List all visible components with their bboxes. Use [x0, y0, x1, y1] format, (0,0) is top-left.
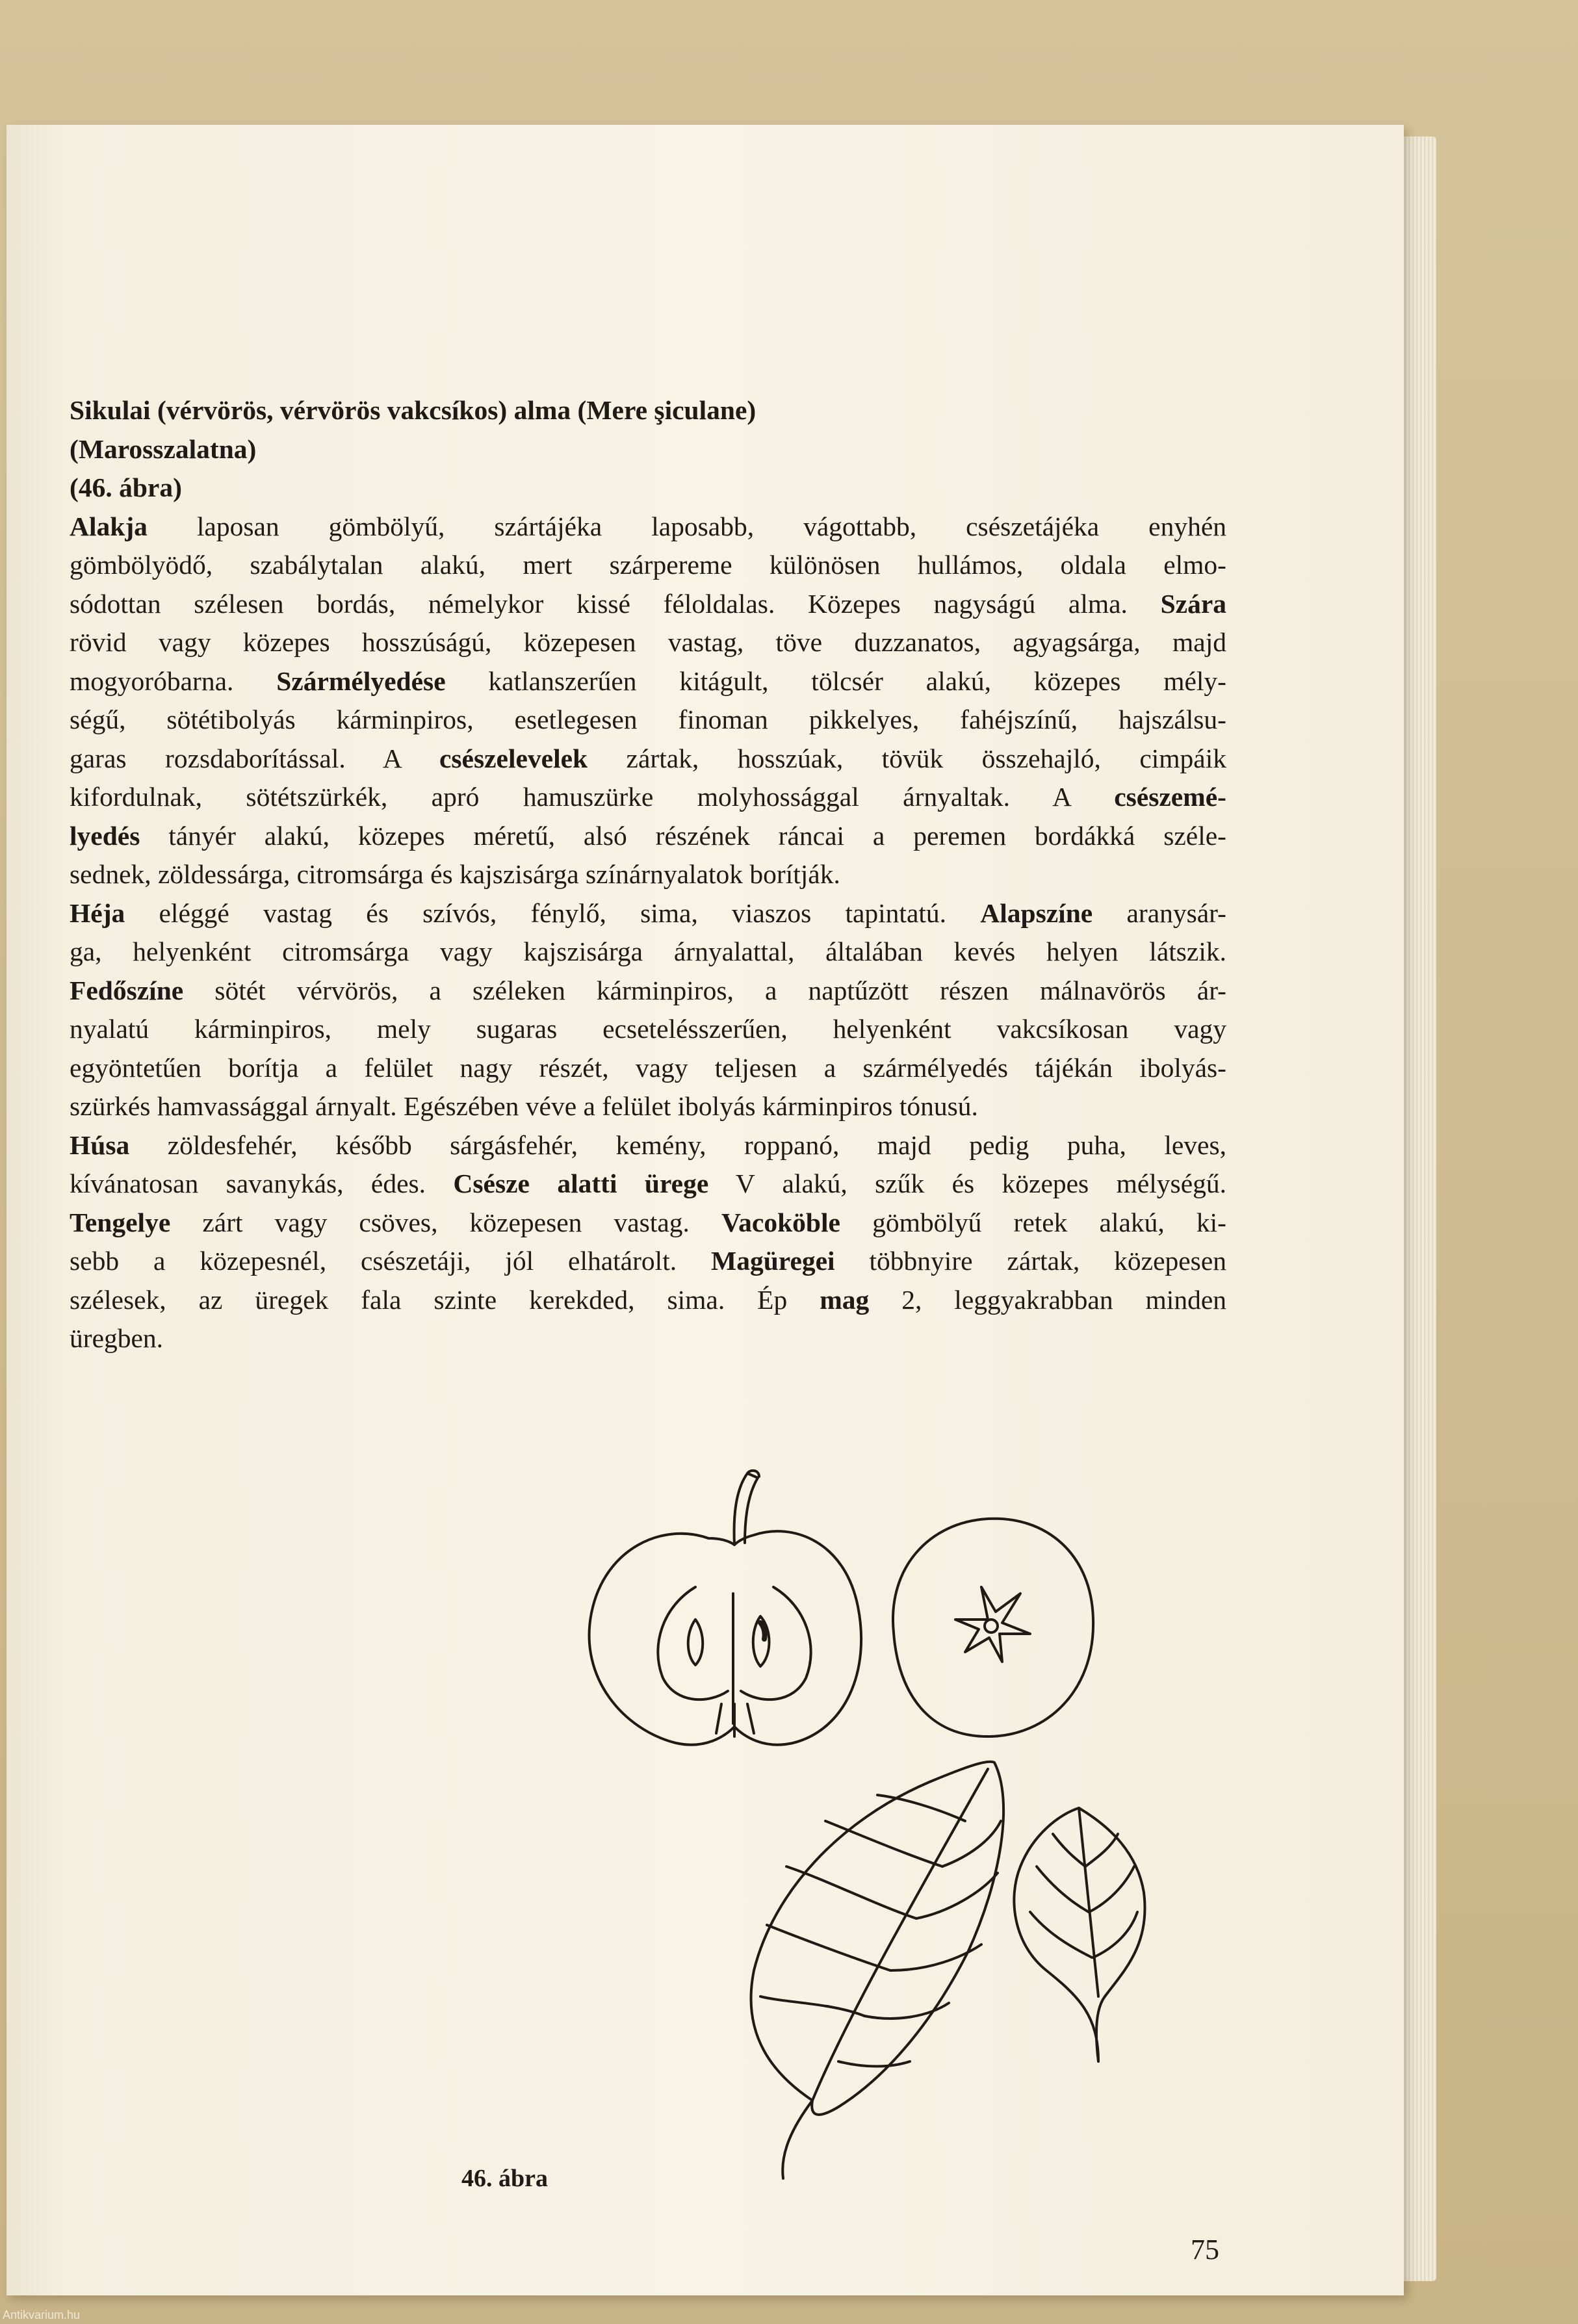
text-run: 2, leggyakrabban minden — [869, 1284, 1226, 1315]
page-number: 75 — [1191, 2234, 1219, 2266]
text-run: zöldesfehér, később sárgásfehér, kemény, roppanó, majd pedig puha, leves, — [129, 1130, 1226, 1160]
entry-heading — [70, 391, 1226, 508]
text-run: rövid vagy közepes hosszúságú, közepesen vastag, töve duzzanatos, agyagsárga, majd — [70, 627, 1226, 657]
text-run: garas rozsdaborítással. A — [70, 743, 439, 773]
bold-term: lyedés — [70, 820, 140, 851]
bold-term: Alapszíne — [980, 897, 1093, 928]
bold-term: csészemé- — [1114, 782, 1226, 812]
heading-line-3: (46. ábra) — [70, 472, 182, 502]
text-run: gömbölyű retek alakú, ki- — [840, 1207, 1226, 1237]
apple-illustration — [565, 1399, 1228, 2204]
text-line — [70, 662, 1226, 701]
text-line — [70, 585, 1226, 624]
text-run: gömbölyödő, szabálytalan alakú, mert szárpereme különösen hullámos, oldala elmo- — [70, 550, 1226, 580]
text-line — [70, 972, 1226, 1011]
text-line — [70, 933, 1226, 972]
text-line — [70, 1010, 1226, 1049]
book-page — [6, 125, 1404, 2295]
text-line — [70, 1165, 1226, 1204]
text-line — [70, 1242, 1226, 1281]
text-run: üregben. — [70, 1323, 164, 1353]
bold-term: Vacoköble — [721, 1207, 840, 1237]
text-run: sebb a közepesnél, csészetáji, jól elhatárolt. — [70, 1246, 712, 1276]
bold-term: Szára — [1160, 588, 1226, 619]
bold-term: csészelevelek — [439, 743, 588, 773]
text-line — [70, 701, 1226, 740]
bold-term: Tengelye — [70, 1207, 171, 1237]
bold-term: mag — [820, 1284, 870, 1315]
paragraph-shape — [70, 508, 1226, 894]
text-line — [70, 1319, 1226, 1358]
text-line — [70, 855, 1226, 894]
text-line — [70, 740, 1226, 779]
text-run: V alakú, szűk és közepes mélységű. — [708, 1168, 1226, 1198]
text-line — [70, 1281, 1226, 1320]
text-line — [70, 1126, 1226, 1165]
bold-term: Fedőszíne — [70, 975, 184, 1005]
bold-term: Héja — [70, 897, 125, 928]
text-line — [70, 894, 1226, 933]
small-leaf-icon — [1014, 1808, 1145, 2061]
text-run: tányér alakú, közepes méretű, alsó részének ráncai a peremen bordákká széle- — [140, 820, 1226, 851]
apple-calyx-view-icon — [893, 1519, 1093, 1737]
heading-line-1: Sikulai (vérvörös, vérvörös vakcsíkos) alma (Mere şiculane) — [70, 395, 757, 425]
paragraph-skin — [70, 894, 1226, 1126]
paragraph-flesh — [70, 1126, 1226, 1358]
bold-term: Alakja — [70, 511, 148, 541]
text-run: kívánatosan savanykás, édes. — [70, 1168, 454, 1198]
text-run: zártak, hosszúak, tövük összehajló, cimpáik — [588, 743, 1226, 773]
text-run: egyöntetűen borítja a felület nagy részét, vagy teljesen a szármélyedés tájékán ibolyás- — [70, 1052, 1226, 1083]
bold-term: Csésze alatti ürege — [453, 1168, 709, 1198]
bold-term: Húsa — [70, 1130, 130, 1160]
text-run: többnyire zártak, közepesen — [834, 1246, 1226, 1276]
text-run: nyalatú kárminpiros, mely sugaras ecsetelésszerűen, helyenként vakcsíkosan vagy — [70, 1014, 1226, 1044]
watermark: Antikvarium.hu — [3, 2308, 81, 2321]
text-line — [70, 1049, 1226, 1088]
text-run: laposan gömbölyű, szártájéka laposabb, vágottabb, csészetájéka enyhén — [147, 511, 1226, 541]
text-block — [70, 391, 1226, 1358]
text-line — [70, 778, 1226, 817]
text-line — [70, 1204, 1226, 1243]
large-leaf-icon — [751, 1762, 1004, 2178]
text-run: szürkés hamvassággal árnyalt. Egészében véve a felület ibolyás kárminpiros tónusú. — [70, 1091, 978, 1121]
text-run: sódottan szélesen bordás, némelykor kissé féloldalas. Közepes nagyságú alma. — [70, 588, 1161, 619]
text-run: katlanszerűen kitágult, tölcsér alakú, közepes mély- — [445, 665, 1226, 696]
text-line — [70, 1087, 1226, 1126]
text-run: mogyoróbarna. — [70, 665, 277, 696]
bold-term: Magüregei — [711, 1246, 835, 1276]
text-run: ségű, sötétibolyás kárminpiros, esetlegesen finoman pikkelyes, fahéjszínű, hajszálsu- — [70, 704, 1226, 734]
text-line — [70, 508, 1226, 547]
apple-cross-section-icon — [589, 1471, 862, 1745]
text-run: ga, helyenként citromsárga vagy kajszisárga árnyalattal, általában kevés helyen látszik. — [70, 936, 1226, 966]
text-run: aranysár- — [1093, 897, 1226, 928]
text-line — [70, 817, 1226, 856]
text-run: eléggé vastag és szívós, fénylő, sima, viaszos tapintatú. — [125, 897, 981, 928]
text-run: kifordulnak, sötétszürkék, apró hamuszürke molyhossággal árnyaltak. A — [70, 782, 1115, 812]
bold-term: Szármélyedése — [276, 665, 446, 696]
text-run: szélesek, az üregek fala szinte kerekded, sima. Ép — [70, 1284, 820, 1315]
text-line — [70, 546, 1226, 585]
text-run: sötét vérvörös, a széleken kárminpiros, a naptűzött részen málnavörös ár- — [183, 975, 1226, 1005]
text-run: sednek, zöldessárga, citromsárga és kajszisárga színárnyalatok borítják. — [70, 859, 840, 889]
figure-caption: 46. ábra — [461, 2165, 548, 2192]
heading-line-2: (Marosszalatna) — [70, 433, 257, 464]
text-line — [70, 623, 1226, 662]
text-run: zárt vagy csöves, közepesen vastag. — [170, 1207, 722, 1237]
